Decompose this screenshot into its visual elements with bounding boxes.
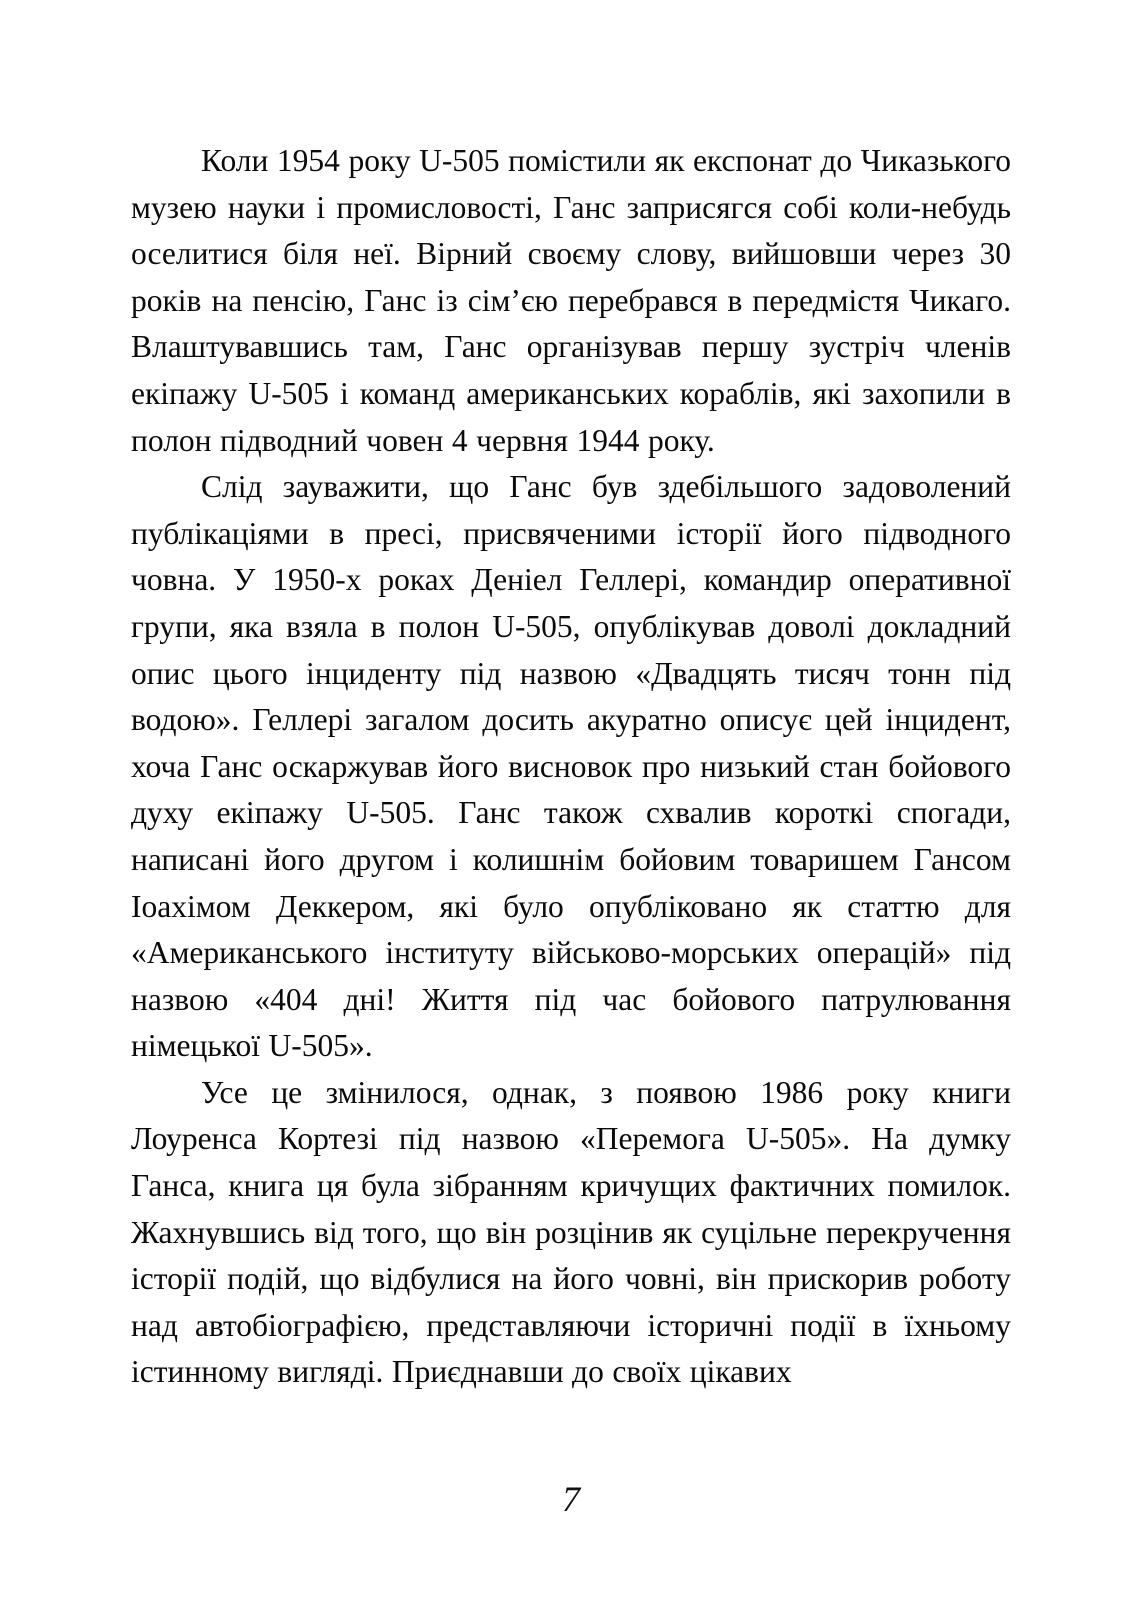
body-text	[131, 138, 1011, 1396]
paragraph-3: Усе це змінилося, однак, з появою 1986 року книги Лоуренса Кортезі під назвою «Перемога U-505». На думку Ганса, книга ця була зібранням кричущих фактичних помилок. Жахнувшись від того, що він розцінив як суцільне перекручення історії подій, що відбулися на його човні, він прискорив роботу над автобіографією, представляючи історичні події в їхньому істинному вигляді. Приєднавши до своїх цікавих	[131, 1074, 1011, 1390]
paragraph-1: Коли 1954 року U-505 помістили як експонат до Чиказького музею науки і промисловості, Ганс заприсягся собі коли-небудь оселитися біля неї. Вірний своєму слову, вийшовши через 30 років на пенсію, Ганс із сім’єю перебрався в передмістя Чикаго. Влаштувавшись там, Ганс організував першу зустріч членів екіпажу U-505 і команд американських кораблів, які захопили в полон підводний човен 4 червня 1944 року.	[131, 143, 1011, 458]
paragraph-2: Слід зауважити, що Ганс був здебільшого задоволений публікаціями в пресі, присвяченими історії його підводного човна. У 1950-х роках Деніел Геллері, командир оперативної групи, яка взяла в полон U-505, опублікував доволі докладний опис цього інциденту під назвою «Двадцять тисяч тонн під водою». Геллері загалом досить акуратно описує цей інцидент, хоча Ганс оскаржував його висновок про низький стан бойового духу екіпажу U-505. Ганс також схвалив короткі спогади, написані його другом і колишнім бойовим товаришем Гансом Іоахімом Деккером, які було опубліковано як статтю для «Американського інституту військово-морських операцій» під назвою «404 дні! Життя під час бойового патрулювання німецької U-505».	[131, 469, 1011, 1064]
page-number: 7	[562, 1479, 580, 1519]
